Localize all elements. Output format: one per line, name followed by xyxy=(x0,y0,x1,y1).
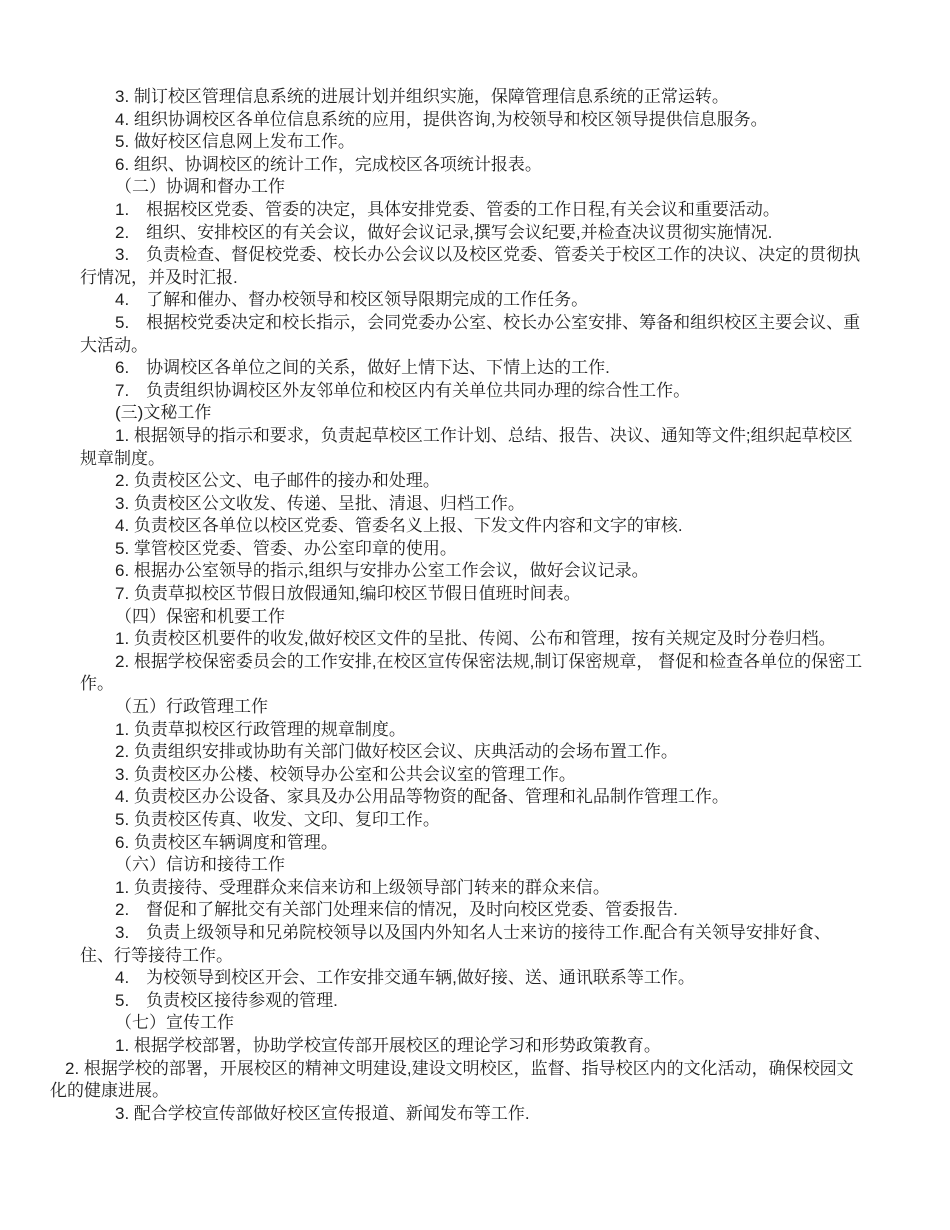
section-header: （七）宣传工作 xyxy=(115,1013,234,1033)
list-item: 1. 根据学校部署，协助学校宣传部开展校区的理论学习和形势政策教育。 xyxy=(115,1035,661,1055)
list-item: 3. 制订校区管理信息系统的进展计划并组织实施，保障管理信息系统的正常运转。 xyxy=(115,87,729,106)
list-item: 6. 根据办公室领导的指示,组织与安排办公室工作会议，做好会议记录。 xyxy=(115,561,649,581)
list-item: 4. 负责校区办公设备、家具及办公用品等物资的配备、管理和礼品制作管理工作。 xyxy=(115,787,729,807)
list-item: 5. 做好校区信息网上发布工作。 xyxy=(115,132,355,152)
list-item: 3. 负责校区办公楼、校领导办公室和公共会议室的管理工作。 xyxy=(115,764,576,784)
list-item: 5. 掌管校区党委、管委、办公室印章的使用。 xyxy=(115,538,457,558)
list-item: 2. 根据学校保密委员会的工作安排,在校区宣传保密法规,制订保密规章， 督促和检查各单位的保密工作。 xyxy=(80,651,863,694)
list-item: 6. 负责校区车辆调度和管理。 xyxy=(115,832,338,852)
list-item: 3. 负责上级领导和兄弟院校领导以及国内外知名人士来访的接待工作.配合有关领导安排好食、住、行等接待工作。 xyxy=(80,922,831,965)
list-item: 6. 协调校区各单位之间的关系，做好上情下达、下情上达的工作. xyxy=(115,358,610,378)
document-body xyxy=(50,86,863,1125)
list-item: 4. 为校领导到校区开会、工作安排交通车辆,做好接、送、通讯联系等工作。 xyxy=(115,968,695,988)
list-item: 5. 根据校党委决定和校长指示，会同党委办公室、校长办公室安排、筹备和组织校区主要会议、重大活动。 xyxy=(80,312,861,355)
list-item: 5. 负责校区接待参观的管理. xyxy=(115,990,338,1010)
section-header: （五）行政管理工作 xyxy=(115,697,268,717)
list-item: 6. 组织、协调校区的统计工作，完成校区各项统计报表。 xyxy=(115,154,542,174)
list-item: 3. 配合学校宣传部做好校区宣传报道、新闻发布等工作. xyxy=(115,1103,530,1123)
list-item: 1. 根据领导的指示和要求，负责起草校区工作计划、总结、报告、决议、通知等文件;组织起草校区规章制度。 xyxy=(80,425,853,468)
list-item: 1. 根据校区党委、管委的决定，具体安排党委、管委的工作日程,有关会议和重要活动。 xyxy=(115,199,780,219)
list-item: 2. 负责组织安排或协助有关部门做好校区会议、庆典活动的会场布置工作。 xyxy=(115,742,678,762)
list-item: 4. 组织协调校区各单位信息系统的应用，提供咨询,为校领导和校区领导提供信息服务。 xyxy=(115,109,768,129)
list-item: 3. 负责校区公文收发、传递、呈批、清退、归档工作。 xyxy=(115,493,525,513)
list-item: 7. 负责组织协调校区外友邻单位和校区内有关单位共同办理的综合性工作。 xyxy=(115,380,691,400)
list-item: 1. 负责接待、受理群众来信来访和上级领导部门转来的群众来信。 xyxy=(115,877,610,897)
list-item: 1. 负责校区机要件的收发,做好校区文件的呈批、传阅、公布和管理，按有关规定及时分卷归档。 xyxy=(115,629,836,649)
section-header: （六）信访和接待工作 xyxy=(115,855,285,875)
list-item: 4. 了解和催办、督办校领导和校区领导限期完成的工作任务。 xyxy=(115,290,589,310)
list-item: 4. 负责校区各单位以校区党委、管委名义上报、下发文件内容和文字的审核. xyxy=(115,516,683,536)
list-item: 7. 负责草拟校区节假日放假通知,编印校区节假日值班时间表。 xyxy=(115,584,581,604)
list-item: 2. 负责校区公文、电子邮件的接办和处理。 xyxy=(115,471,440,491)
section-header: (三)文秘工作 xyxy=(115,403,212,423)
list-item: 1. 负责草拟校区行政管理的规章制度。 xyxy=(115,719,406,739)
list-item: 2. 根据学校的部署，开展校区的精神文明建设,建设文明校区，监督、指导校区内的文化活动，确保校园文化的健康进展。 xyxy=(50,1058,854,1101)
list-item: 5. 负责校区传真、收发、文印、复印工作。 xyxy=(115,810,440,829)
list-item: 2. 督促和了解批交有关部门处理来信的情况，及时向校区党委、管委报告. xyxy=(115,900,678,920)
list-item: 3. 负责检查、督促校党委、校长办公会议以及校区党委、管委关于校区工作的决议、决定的贯彻执行情况，并及时汇报. xyxy=(80,245,861,287)
list-item: 2. 组织、安排校区的有关会议，做好会议记录,撰写会议纪要,并检查决议贯彻实施情况. xyxy=(115,222,773,242)
section-header: （二）协调和督办工作 xyxy=(115,177,285,197)
section-header: （四）保密和机要工作 xyxy=(115,606,285,626)
